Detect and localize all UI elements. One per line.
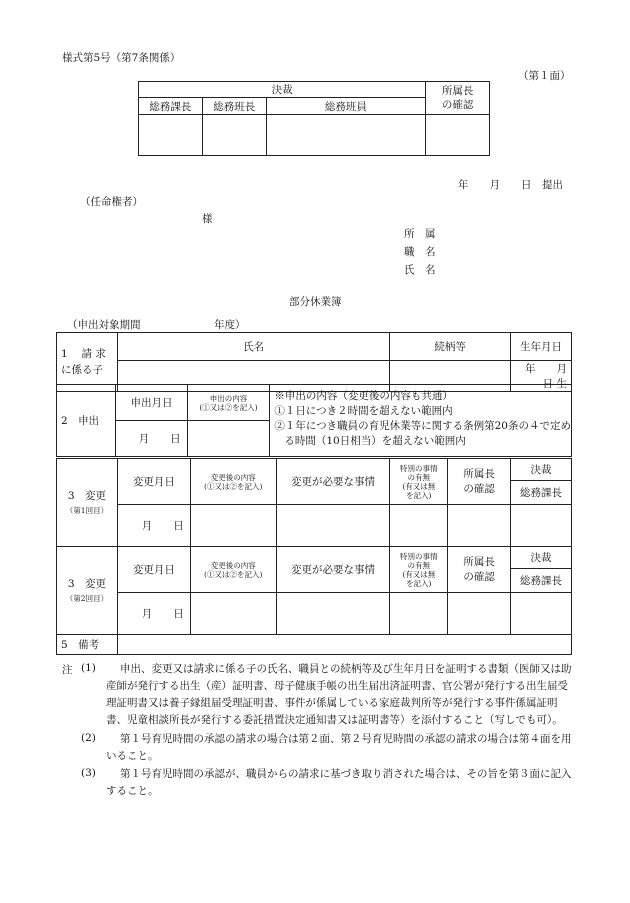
section2-note-4: る時間（10日相当）を超えない範囲内 [284, 435, 466, 447]
approval-col-hanin: 総務班員 [266, 98, 426, 115]
approval-col-hancho: 総務班長 [202, 98, 266, 115]
section3a-kessai: 決裁 [511, 459, 572, 481]
note2-text: 第１号育児時間の承認の請求の場合は第２面、第２号育児時間の承認の請求の場合は第４面を用いること。 [106, 733, 572, 762]
section3b-special-1: 特別の事情 [400, 551, 438, 561]
sama: 様 [202, 213, 213, 225]
section3a-kacho: 総務課長 [511, 481, 572, 505]
child-name-header: 氏名 [117, 333, 389, 361]
note1-num: (1) [81, 662, 96, 674]
section3b-date-header: 変更月日 [117, 547, 190, 593]
section1-label-1: 1 請 求 [61, 348, 106, 360]
section1-label [57, 333, 118, 392]
section3a-confirm-header [448, 459, 511, 505]
section3b-confirm-2: の確認 [463, 570, 495, 583]
section3a-reason-header: 変更が必要な事情 [276, 459, 390, 505]
approval-col-kacho: 総務課長 [139, 98, 203, 115]
head-confirm-2: の確認 [441, 99, 474, 111]
section3b-confirm-1: 所属長 [463, 555, 495, 568]
section3a-kacho-cell[interactable] [511, 505, 572, 547]
section3b-reason-cell[interactable] [276, 593, 390, 635]
head-confirm-1: 所属長 [441, 85, 474, 97]
head-confirm-header [426, 82, 490, 115]
birthdate-fill: 年 月 日 生 [525, 363, 588, 390]
section3b-special-cell[interactable] [390, 593, 448, 635]
stamp-head-confirm[interactable] [426, 115, 490, 156]
section2-content-2: (①又は②を記入) [199, 402, 258, 412]
section3a-content-1: 変更後の内容 [210, 472, 256, 482]
section3a-month-day: 月 日 [141, 520, 184, 532]
section3b-content-2: (①又は②を記入) [204, 569, 263, 579]
section3a-special-4: を記入) [406, 490, 432, 500]
section2-note-1: ※申出の内容（変更後の内容も共通） [274, 390, 453, 402]
section3b-table [56, 546, 572, 635]
section5-label: 5 備考 [57, 635, 118, 655]
notes-prefix: 注 [62, 664, 73, 676]
affiliation-shokumei: 職 名 [404, 246, 436, 258]
section3a-table [56, 458, 572, 547]
section3b-special-2: の有無 [407, 560, 431, 570]
section3a-reason-cell[interactable] [276, 505, 390, 547]
appointer: （任命権者） [80, 196, 143, 208]
stamp-kacho[interactable] [139, 115, 203, 156]
section3b-content-1: 変更後の内容 [210, 560, 256, 570]
section2-month-day: 月 日 [138, 433, 181, 445]
section3a-confirm-cell[interactable] [448, 505, 511, 547]
birthdate-header: 生年月日 [511, 333, 572, 361]
note1-text: 申出、変更又は請求に係る子の氏名、職員との続柄等及び生年月日を証明する書類（医師又は助産師が発行する出生（産）証明書、母子健康手帳の出生届出済証明書、官公署が発行する出生届受理証明書又は養子縁組届受理証明書、事件が係属している家庭裁判所等が発行する事件係属証明書、児童相談所長が発行する委託措置決定通知書又は証明書等）を添付すること（写しでも可）。 [106, 663, 572, 726]
section3a-special-3: (有又は無 [402, 481, 436, 491]
section3b-label-main: 3 変更 [67, 577, 107, 590]
section3b-reason-header: 変更が必要な事情 [276, 547, 390, 593]
document-title: 部分休業簿 [289, 296, 342, 308]
section3a-confirm-2: の確認 [463, 482, 495, 495]
stamp-hancho[interactable] [202, 115, 266, 156]
note3-text: 第１号育児時間の承認が、職員からの請求に基づき取り消された場合は、その旨を第３面に記入すること。 [106, 768, 572, 797]
section3b-special-3: (有又は無 [402, 569, 436, 579]
section3b-content-header [190, 547, 276, 593]
section3a-special-header [390, 459, 448, 505]
section3b-content-cell[interactable] [190, 593, 276, 635]
section3a-label [57, 459, 118, 547]
section3a-confirm-1: 所属長 [463, 467, 495, 480]
section3a-special-cell[interactable] [390, 505, 448, 547]
section2-note-2: ①１日につき２時間を超えない範囲内 [274, 405, 453, 417]
section2-date-header: 申出月日 [116, 385, 187, 421]
section2-content-header [187, 385, 270, 421]
section3a-label-sub: （第1回目） [65, 505, 109, 515]
section3b-kessai: 決裁 [511, 547, 572, 569]
section3b-special-4: を記入) [406, 578, 432, 588]
main-table [56, 332, 588, 392]
section3b-label [57, 547, 118, 635]
section3a-date-header: 変更月日 [117, 459, 190, 505]
remarks-cell[interactable] [117, 635, 571, 655]
section2-note-3: ②１年につき職員の育児休業等に関する条例第20条の４で定め [274, 420, 571, 432]
date-line: 年 月 日 提出 [458, 179, 563, 191]
section3a-content-cell[interactable] [190, 505, 276, 547]
stamp-hanin[interactable] [266, 115, 426, 156]
note2-num: (2) [81, 732, 96, 744]
section3b-month-day: 月 日 [141, 608, 184, 620]
section3a-special-1: 特別の事情 [400, 463, 438, 473]
affiliation-shozoku: 所 属 [404, 228, 436, 240]
form-id: 様式第5号（第7条関係） [62, 52, 181, 64]
section3b-kacho-cell[interactable] [511, 593, 572, 635]
approval-table [138, 81, 490, 156]
section3a-date-cell[interactable] [117, 505, 190, 547]
section5-table [56, 634, 572, 655]
section3b-label-sub: （第2回目） [65, 593, 109, 603]
section2-note [270, 385, 572, 457]
section3b-kacho: 総務課長 [511, 569, 572, 593]
section1-label-2: に係る子 [61, 364, 103, 376]
affiliation-shimei: 氏 名 [404, 264, 436, 276]
section3b-confirm-cell[interactable] [448, 593, 511, 635]
section2-label: 2 申出 [57, 385, 116, 457]
section3a-content-header [190, 459, 276, 505]
section2-table [56, 384, 572, 457]
period: （申出対象期間 年度） [67, 319, 246, 331]
section3b-confirm-header [448, 547, 511, 593]
approval-title: 決裁 [139, 82, 426, 98]
section3b-special-header [390, 547, 448, 593]
note3-num: (3) [81, 767, 96, 779]
section2-content-1: 申出の内容 [209, 393, 248, 403]
section3a-label-main: 3 変更 [67, 489, 107, 502]
section2-content-cell[interactable] [187, 421, 270, 457]
page-label: （第１面） [518, 70, 571, 82]
section3a-content-2: (①又は②を記入) [204, 481, 263, 491]
section2-date-cell[interactable] [116, 421, 187, 457]
section3a-special-2: の有無 [407, 472, 431, 482]
relation-header: 続柄等 [390, 333, 511, 361]
section3b-date-cell[interactable] [117, 593, 190, 635]
